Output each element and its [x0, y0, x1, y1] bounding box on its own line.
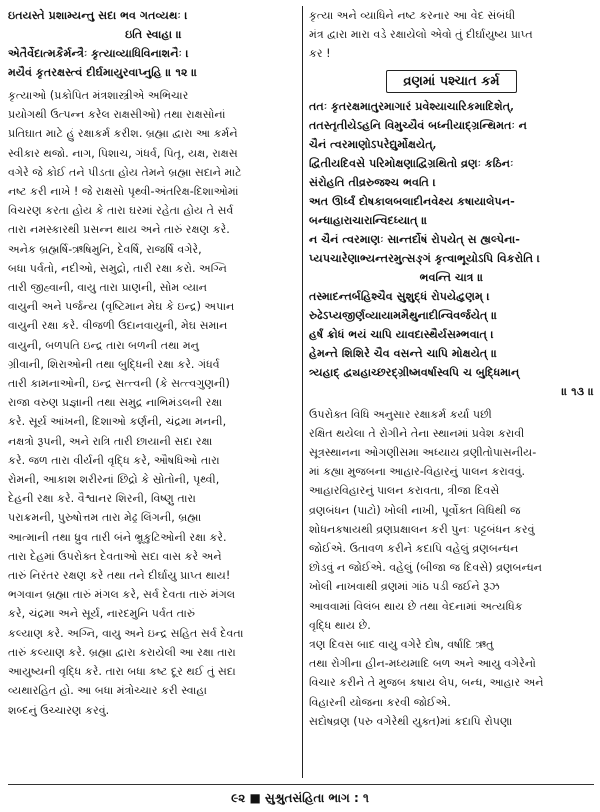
text-line: રક્ષિત થયેલા તે રોગીને તેના સ્થાનમાં પ્રવેશ કરાવી — [309, 426, 525, 440]
text-line: સદોષવ્રણ (પરુ વગેરેથી યુક્ત)માં કદાપિ રોપણા — [309, 714, 513, 728]
text-line: આવવામાં વિલંબ થાય છે તથા વેદનામાં અત્યધિક — [309, 599, 523, 613]
text-line: મયૈવં કૃતરક્ષસ્ત્વં દીર્ઘમાયુરવાપ્નુહિ ॥ ૧૨ ॥ — [8, 65, 198, 79]
text-line: વિચરણ કરતા હોય કે તારા ઘરમાં રહેતા હોય તે સર્વ — [8, 204, 234, 218]
text-line: વાયુની રક્ષા કરે. વીજળી ઉદાનવાયુની, મેઘ સમાન — [8, 319, 228, 333]
text-line: તારું નિરંતર રક્ષણ કરે તથા તને દીર્ઘાયુ પ્રાપ્ત થાય! — [8, 569, 231, 583]
text-line: કર ! — [309, 47, 331, 61]
text-line: દેહની રક્ષા કરે. વૈશ્વાનર શિરની, વિષ્ણુ તારા — [8, 492, 196, 506]
text-line: તારા દેહમાં ઉપરોક્ત દેવતાઓ સદા વાસ કરે અને — [8, 549, 222, 563]
text-line: દ્વિતીયદિવસે પરિમોક્ષણાદ્વિગ્રથિતો વ્રણઃ કઠિનઃ — [309, 155, 514, 170]
text-line: બન્ધાહારાચારાન્વિદધ્યાત્ ॥ — [309, 212, 428, 227]
text-line: સંરોહતિ તીવ્રરુજશ્ચ ભવતિ । — [309, 174, 436, 189]
text-line: ઇતયસ્તે પ્રશામ્યન્તુ સદા ભવ ગતવ્યથઃ । — [8, 8, 188, 22]
text-line: શોધનકષાયથી વ્રણપ્રક્ષાલન કરી પુનઃ પટ્ટબંધન કરવું — [309, 522, 535, 536]
text-line: વિહારની યોજના કરવી જોઈએ. — [309, 695, 451, 709]
text-line: ઇતિ સ્વાહા ॥ — [125, 27, 182, 41]
text-line: તારું કલ્યાણ કરે. બ્રહ્મા દ્વારા કરાયેલી આ રક્ષા તારા — [8, 645, 236, 659]
text-line: વગેરે જે કોઈ તને પીડતા હોય તેમને બ્રહ્મા સદાને માટે — [8, 165, 242, 179]
text-line: પરાક્રમની, પુરુષોત્તમ તારા મેઢ્ર લિંગની, બ્રહ્મા — [8, 511, 202, 525]
text-line: નક્ષત્રો રૂપની, અને રાત્રિ તારી છાયાની સદા રક્ષા — [8, 434, 213, 448]
section-heading — [309, 70, 594, 93]
text-line: આત્માની તથા ધ્રુવ તારી બંને ભ્રૂકુટિઓની રક્ષા કરે. — [8, 530, 227, 544]
text-line: રોમની, આકાશ શરીરનાં છિદ્રો કે સ્રોતોની, પૃથ્વી, — [8, 473, 220, 487]
text-line: વ્યથારહિત હો. આ બધા મંત્રોચ્ચાર કરી સ્વાહા — [8, 684, 207, 698]
text-line: રાજા વરુણ પ્રજ્ઞાની તથા સમુદ્ર નાભિમંડલની રક્ષા — [8, 396, 223, 410]
section-heading-text: વ્રણમાં પશ્ચાત કર્મ — [386, 70, 516, 93]
text-line: છોડવું ન જોઈએ. વહેલું (બીજા જ દિવસે) વ્રણબન્ધન — [309, 561, 543, 575]
text-line: હર્ષં ક્રોધં ભયં ચાપિ યાવદાસ્થૈર્યસમ્ભવાત્ । — [309, 326, 494, 341]
text-line: વ્રણબંધન (પાટો) ખોલી નાખી, પૂર્વોક્ત વિધિથી જ — [309, 503, 521, 517]
gujarati-paragraph — [309, 712, 594, 731]
text-line: જોઈએ. ઉતાવળ કરીને કદાપિ વહેલું વ્રણબન્ધન — [309, 542, 519, 556]
text-line: તારી કામનાઓની, ઇન્દ્ર સત્ત્વની (કે સત્ત્વગુણની) — [8, 377, 230, 391]
text-line: તારા નમસ્કારથી પ્રસન્ન થાય અને તારું રક્ષણ કરે. — [8, 223, 230, 237]
text-line: પ્રયોગથી ઉત્પન્ન કરેલ રાક્ષસીઓ) તથા રાક્ષસોનાં — [8, 108, 226, 122]
text-line: કરે. જળ તારા વીર્યની વૃદ્ધિ કરે, ઔષધિઓ તારા — [8, 453, 220, 467]
text-line: આહારવિહારનું પાલન કરાવતા, ત્રીજા દિવસે — [309, 484, 500, 498]
text-line: ન ચૈનં ત્વરમાણઃ સાન્તર્દોષં રોપયેત્ સ હ્યલ્પેના- — [309, 231, 520, 246]
footer-rule — [8, 784, 594, 785]
sanskrit-verse-block — [309, 97, 594, 401]
text-line: અનેક બ્રહ્મર્ષિ-ઋષિમુનિ, દેવર્ષિ, રાજર્ષિ વગેરે, — [8, 242, 202, 256]
right-column — [309, 6, 594, 784]
text-line: ઉપરોક્ત વિધિ અનુસાર રક્ષાકર્મ કર્યા પછી — [309, 407, 492, 421]
sanskrit-verse-block — [8, 6, 299, 82]
gujarati-paragraph — [309, 635, 594, 712]
left-column — [8, 6, 299, 784]
text-line: બધા પર્વતો, નદીઓ, સમુદ્રો, તારી રક્ષા કરો. અગ્નિ — [8, 261, 227, 275]
text-line: તસ્માદન્તર્બહિશ્ચૈવ સુશુદ્ધં રોપયેદ્વ્રણમ્ । — [309, 288, 490, 303]
text-line: કલ્યાણ કરે. અગ્નિ, વાયુ અને ઇન્દ્ર સહિત સર્વ દેવતા — [8, 626, 244, 640]
text-line: કૃત્યા અને વ્યાધિને નષ્ટ કરનાર આ વેદ સંબંધી — [309, 9, 516, 22]
text-line: શબ્દનું ઉચ્ચારણ કરવું. — [8, 703, 110, 717]
text-line: કરે. સૂર્ય આંખની, દિશાઓ કર્ણની, ચંદ્રમા મનની, — [8, 415, 227, 429]
gujarati-paragraph — [309, 6, 594, 64]
text-line: ત્રણ દિવસ બાદ વાયુ વગેરે દોષ, વર્ષાદિ ઋતુ — [309, 638, 494, 652]
text-line: ગ્રીવાની, શિરાઓની તથા બુદ્ધિની રક્ષા કરે. ગંધર્વ — [8, 357, 220, 371]
text-line: તથા રોગીના હીન-મધ્યમાદિ બળ અને આયુ વગેરેનો — [309, 657, 536, 671]
text-line: પ્રતિઘાત માટે હું રક્ષાકર્મ કરીશ. બ્રહ્મા દ્વારા આ કર્મને — [8, 127, 238, 141]
text-line: એતૈર્વેદાત્મકૈર્મન્ત્રૈઃ કૃત્યાવ્યાધિવિનાશનૈઃ । — [8, 46, 189, 60]
text-line: ॥ ૧૩ ॥ — [561, 383, 594, 398]
text-line: પ્યપચારેણાભ્યન્તરમુત્સઙ્ગં કૃત્વાભૂયોઽપિ વિકરોતિ । — [309, 250, 541, 265]
page-footer: ૯૨ ■ સુશ્રુતસંહિતા ભાગ : ૧ — [231, 791, 369, 805]
text-line: નષ્ટ કરી નાખે ! જે રાક્ષસો પૃથ્વી-અંતરિક્ષ-દિશાઓમાં — [8, 185, 239, 199]
text-line: માં કહ્યા મુજબના આહાર-વિહારનું પાલન કરાવવું. — [309, 465, 526, 479]
text-line: ભવન્તિ ચાત્ર ॥ — [419, 269, 484, 284]
text-line: અત ઊર્ધ્વં દોષકાલબલાદીનવેક્ષ્ય કષાયાલેપન- — [309, 193, 515, 208]
text-line: મંત્ર દ્વારા મારા વડે રક્ષાયેલો એવો તું દીર્ઘાયુષ્ય પ્રાપ્ત — [309, 28, 533, 42]
text-line: વાયુની અને પર્જન્ય (વૃષ્ટિમાન મેઘ કે ઇન્દ્ર) અપાન — [8, 300, 235, 314]
text-line: કરે, ચંદ્રમા અને સૂર્ય, નારદમુનિ પર્વત તારું — [8, 607, 195, 621]
text-line: હેમન્તે શિશિરે ચૈવ વસન્તે ચાપિ મોક્ષયેત્ ॥ — [309, 345, 498, 360]
text-line: ચૈનં ત્વરમાણોઽપરેદ્યુર્મોક્ષયેત્, — [309, 136, 437, 151]
text-line: રુઢેઽપ્યજીર્ણવ્યાયામમૈથુનાદીન્વિવર્જયેત્ ॥ — [309, 307, 498, 322]
text-line: કૃત્યાઓ (પ્રકોપિત મંત્રશાસ્ત્રીએ અભિચાર — [8, 89, 189, 102]
gujarati-paragraph — [8, 240, 299, 720]
text-line: તતસ્તૃતીયેઽહનિ વિમુચ્યૈવં બધ્નીયાદ્‌ગ્રન્થિમતઃ ન — [309, 117, 528, 132]
gujarati-paragraph — [309, 405, 594, 635]
text-line: આયુષ્યની વૃદ્ધિ કરે. તારા બધા કષ્ટ દૂર થઈ તું સદા — [8, 665, 236, 679]
text-line: ખોલી નાખવાથી વ્રણમાં ગાંઠ પડી જઈને રૂઝ — [309, 580, 500, 594]
text-line: ત્ર્યહાદ્ દ્વ્યહાચ્છરદ્ગ્રીષ્મવર્ષાસ્વપિ ચ બુદ્ધિમાન્ — [309, 364, 520, 379]
text-line: તારી જીહ્વાની, વાયુ તારા પ્રાણની, સોમ વ્યાન — [8, 281, 208, 295]
text-line: વાયુની, બળપતિ ઇન્દ્ર તારા બળની તથા મનુ — [8, 338, 199, 352]
text-line: વૃદ્ધિ થાય છે. — [309, 618, 371, 632]
text-line: સ્વીકાર થજો. નાગ, પિશાચ, ગંધર્વ, પિતૃ, યક્ષ, રાક્ષસ — [8, 146, 238, 160]
gujarati-paragraph — [8, 86, 299, 240]
text-line: સૂત્રસ્થાનના ઓગણીસમા અધ્યાય વ્રણીતોપાસનીય- — [309, 446, 537, 460]
text-line: ભગવાન બ્રહ્મા તારું મંગલ કરે, સર્વ દેવતા તારું મંગલ — [8, 588, 236, 602]
column-divider — [302, 6, 303, 778]
text-line: તતઃ કૃતરક્ષમાતુરમાગારં પ્રવેશ્યાચારિકમાદિશેત્, — [309, 98, 515, 113]
text-line: વિચાર કરીને તે મુજબ કષાય લેપ, બન્ધ, આહાર અને — [309, 676, 544, 690]
